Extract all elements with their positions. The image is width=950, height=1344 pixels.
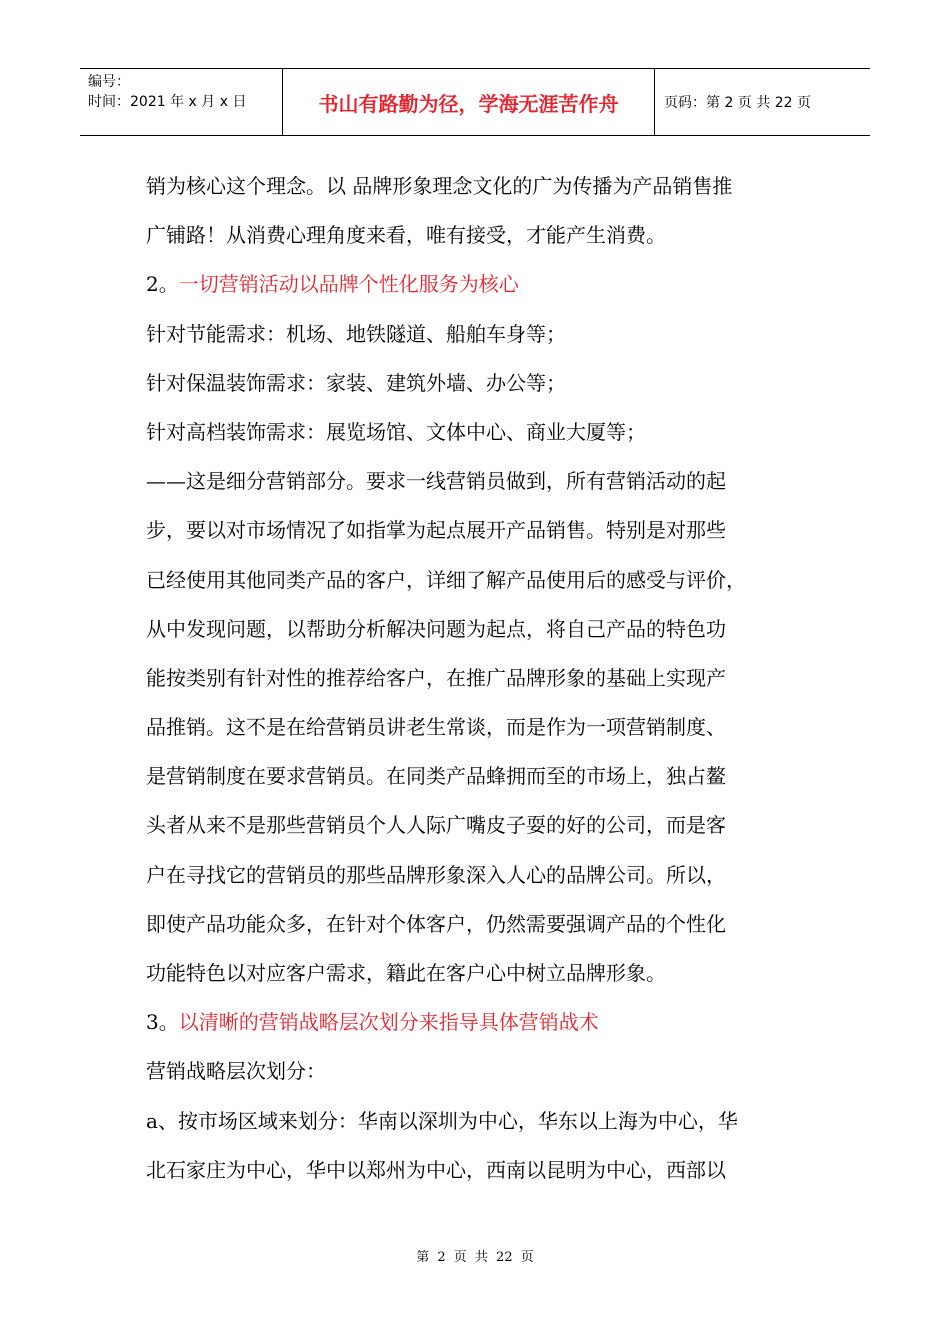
section-title: 一切营销活动以品牌个性化服务为核心: [178, 272, 519, 297]
section-number: 3。: [146, 1010, 179, 1035]
header-motto: 书山有路勤为径，学海无涯苦作舟: [318, 91, 619, 116]
body-line: 营销战略层次划分：: [146, 1059, 326, 1084]
body-line: 北石家庄为中心，华中以郑州为中心，西南以昆明为中心，西部以: [146, 1157, 726, 1182]
body-line: 针对保温装饰需求：家装、建筑外墙、办公等；: [146, 370, 566, 395]
body-line: 品推销。这不是在给营销员讲老生常谈，而是作为一项营销制度、: [146, 715, 726, 740]
body-line: 即使产品功能众多，在针对个体客户，仍然需要强调产品的个性化: [146, 911, 726, 936]
document-body: [146, 162, 826, 1195]
document-number-label: 编号：: [88, 74, 130, 90]
body-line: 从中发现问题，以帮助分析解决问题为起点，将自己产品的特色功: [146, 616, 726, 641]
body-line: 广铺路！从消费心理角度来看，唯有接受，才能产生消费。: [146, 223, 666, 248]
body-line: ——这是细分营销部分。要求一线营销员做到，所有营销活动的起: [146, 469, 726, 494]
body-line: 销为核心这个理念。以 品牌形象理念文化的广为传播为产品销售推: [146, 174, 733, 198]
body-line: 针对高档装饰需求：展览场馆、文体中心、商业大厦等；: [146, 419, 646, 444]
body-line: 步，要以对市场情况了如指掌为起点展开产品销售。特别是对那些: [146, 518, 726, 543]
body-line: 头者从来不是那些营销员个人人际广嘴皮子耍的好的公司，而是客: [146, 813, 726, 838]
body-line: 户在寻找它的营销员的那些品牌形象深入人心的品牌公司。所以，: [146, 862, 726, 887]
header-motto-cell: [283, 69, 655, 135]
section-title: 以清晰的营销战略层次划分来指导具体营销战术: [178, 1010, 599, 1035]
section-heading-2: [146, 260, 826, 309]
body-line: 已经使用其他同类产品的客户，详细了解产品使用后的感受与评价，: [146, 567, 746, 592]
header-page-cell: [655, 69, 870, 135]
document-date: 时间：2021 年 x 月 x 日: [88, 94, 247, 110]
body-line: 能按类别有针对性的推荐给客户，在推广品牌形象的基础上实现产: [146, 665, 726, 690]
body-line: 针对节能需求：机场、地铁隧道、船舶车身等；: [146, 321, 566, 346]
body-line: a、按市场区域来划分：华南以深圳为中心，华东以上海为中心，华: [146, 1108, 738, 1133]
body-line: 功能特色以对应客户需求，籍此在客户心中树立品牌形象。: [146, 961, 666, 985]
page-footer: 第 2 页 共 22 页: [416, 1250, 534, 1265]
header-meta-cell: [80, 69, 283, 135]
header-page-info: 页码：第 2 页 共 22 页: [664, 95, 811, 111]
section-number: 2。: [146, 272, 179, 297]
section-heading-3: [146, 998, 826, 1047]
body-line: 是营销制度在要求营销员。在同类产品蜂拥而至的市场上，独占鳌: [146, 764, 726, 789]
page-header: [80, 68, 870, 136]
